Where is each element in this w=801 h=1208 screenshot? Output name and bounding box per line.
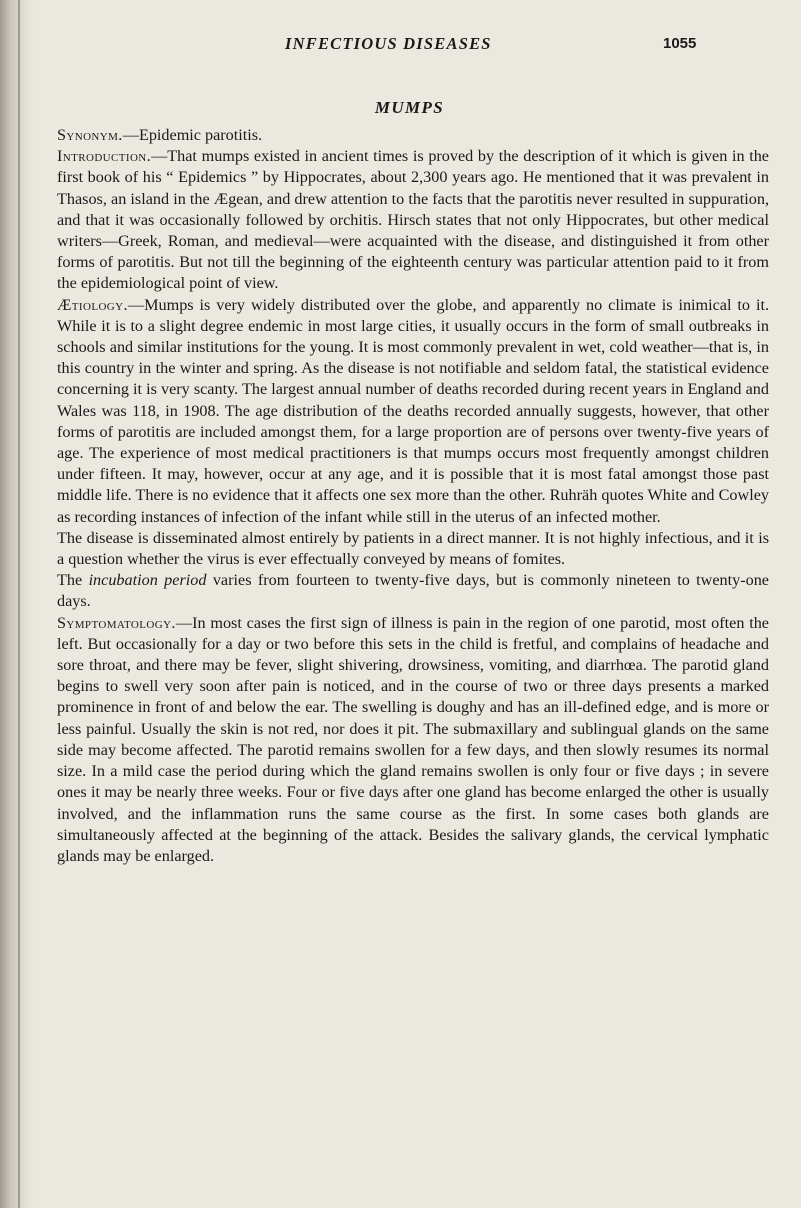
synonym-text: —Epidemic parotitis. — [122, 126, 263, 144]
aetiology-text: —Mumps is very widely distributed over the globe, and apparently no climate is inimical to it. While it is to a slight degree endemic in most large cities, it usually occurs in the form of small outbreaks in schools and similar institutions for the young. It is most commonly prevalent in wet, cold weather—that is, in this country in the winter and spring. As the disease is not notifiable and seldom fatal, the statistical evidence concerning it is very scanty. The largest annual number of deaths recorded during recent years in England and Wales was 118, in 1908. The age distribution of the deaths recorded annually suggests, however, that other forms of parotitis are included amongst them, for a large proportion are of persons over twenty-five years of age. The experience of most medical practitioners is that mumps occurs most frequently amongst children under fifteen. It may, however, occur at any age, and it is possible that it is most fatal amongst those past middle life. There is no evidence that it affects one sex more than the other. Ruhräh quotes White and Cowley as recording instances of infection of the infant while still in the uterus of an infected mother. — [57, 295, 769, 526]
binding-edge-line — [18, 0, 20, 1208]
dissemination-text: The disease is disseminated almost entirely by patients in a direct manner. It is not highly infectious, and it is a question whether the virus is ever effectually conveyed by means of fomites. — [57, 528, 769, 569]
page-header — [285, 34, 697, 56]
aetiology-paragraph — [57, 295, 769, 528]
incubation-paragraph — [57, 570, 769, 612]
incubation-lead: The — [57, 571, 89, 590]
symptomatology-paragraph — [57, 613, 769, 867]
introduction-heading: Introduction. — [57, 147, 152, 166]
incubation-text: varies from fourteen to twenty-five days, but is commonly nineteen to twenty-one days. — [57, 571, 769, 611]
introduction-text: —That mumps existed in ancient times is proved by the description of it which is given in the first book of his “ Epidemics ” by Hippocrates, about 2,300 years ago. He mentioned that it was prevalent in Thasos, an island in the Ægean, and drew attention to the facts that the parotitis never resulted in suppuration, and that it was occasionally followed by orchitis. Hirsch states that not only Hippocrates, but other medical writers—Greek, Roman, and medieval—were acquainted with the disease, and distinguished it from other forms of parotitis. But not till the beginning of the eighteenth century was particular attention paid to it from the epidemiological point of view. — [57, 147, 769, 293]
synonym-heading: Synonym. — [57, 126, 123, 144]
introduction-paragraph — [57, 146, 769, 294]
page-body — [57, 125, 769, 867]
dissemination-paragraph — [57, 528, 769, 570]
chapter-title: MUMPS — [374, 98, 445, 117]
symptomatology-heading: Symptomatology. — [57, 613, 176, 632]
page-number: 1055 — [663, 35, 697, 52]
running-head: INFECTIOUS DISEASES — [285, 34, 492, 53]
aetiology-heading: Ætiology. — [57, 295, 128, 314]
incubation-term: incubation period — [88, 571, 207, 590]
synonym-paragraph — [57, 125, 769, 146]
symptomatology-text: —In most cases the first sign of illness is pain in the region of one parotid, most often the left. But occasionally for a day or two before this sets in the child is fretful, and complains of headache and sore throat, and there may be fever, slight shivering, drowsiness, vomiting, and diarrhœa. The parotid gland begins to swell very soon after pain is noticed, and in the course of two or three days presents a marked prominence in front of and below the ear. The swelling is doughy and has an ill-defined edge, and is more or less painful. Usually the skin is not red, nor does it pit. The submaxillary and sublingual glands on the same side may become affected. The parotid remains swollen for a few days, and then slowly resumes its normal size. In a mild case the period during which the gland remains swollen is only four or five days ; in severe ones it may be nearly three weeks. Four or five days after one gland has become enlarged the other is usually involved, and the inflammation runs the same course as the first. In some cases both glands are simultaneously affected at the beginning of the attack. Besides the salivary glands, the cervical lymphatic glands may be enlarged. — [57, 613, 769, 865]
binding-gutter-shadow — [0, 0, 34, 1208]
